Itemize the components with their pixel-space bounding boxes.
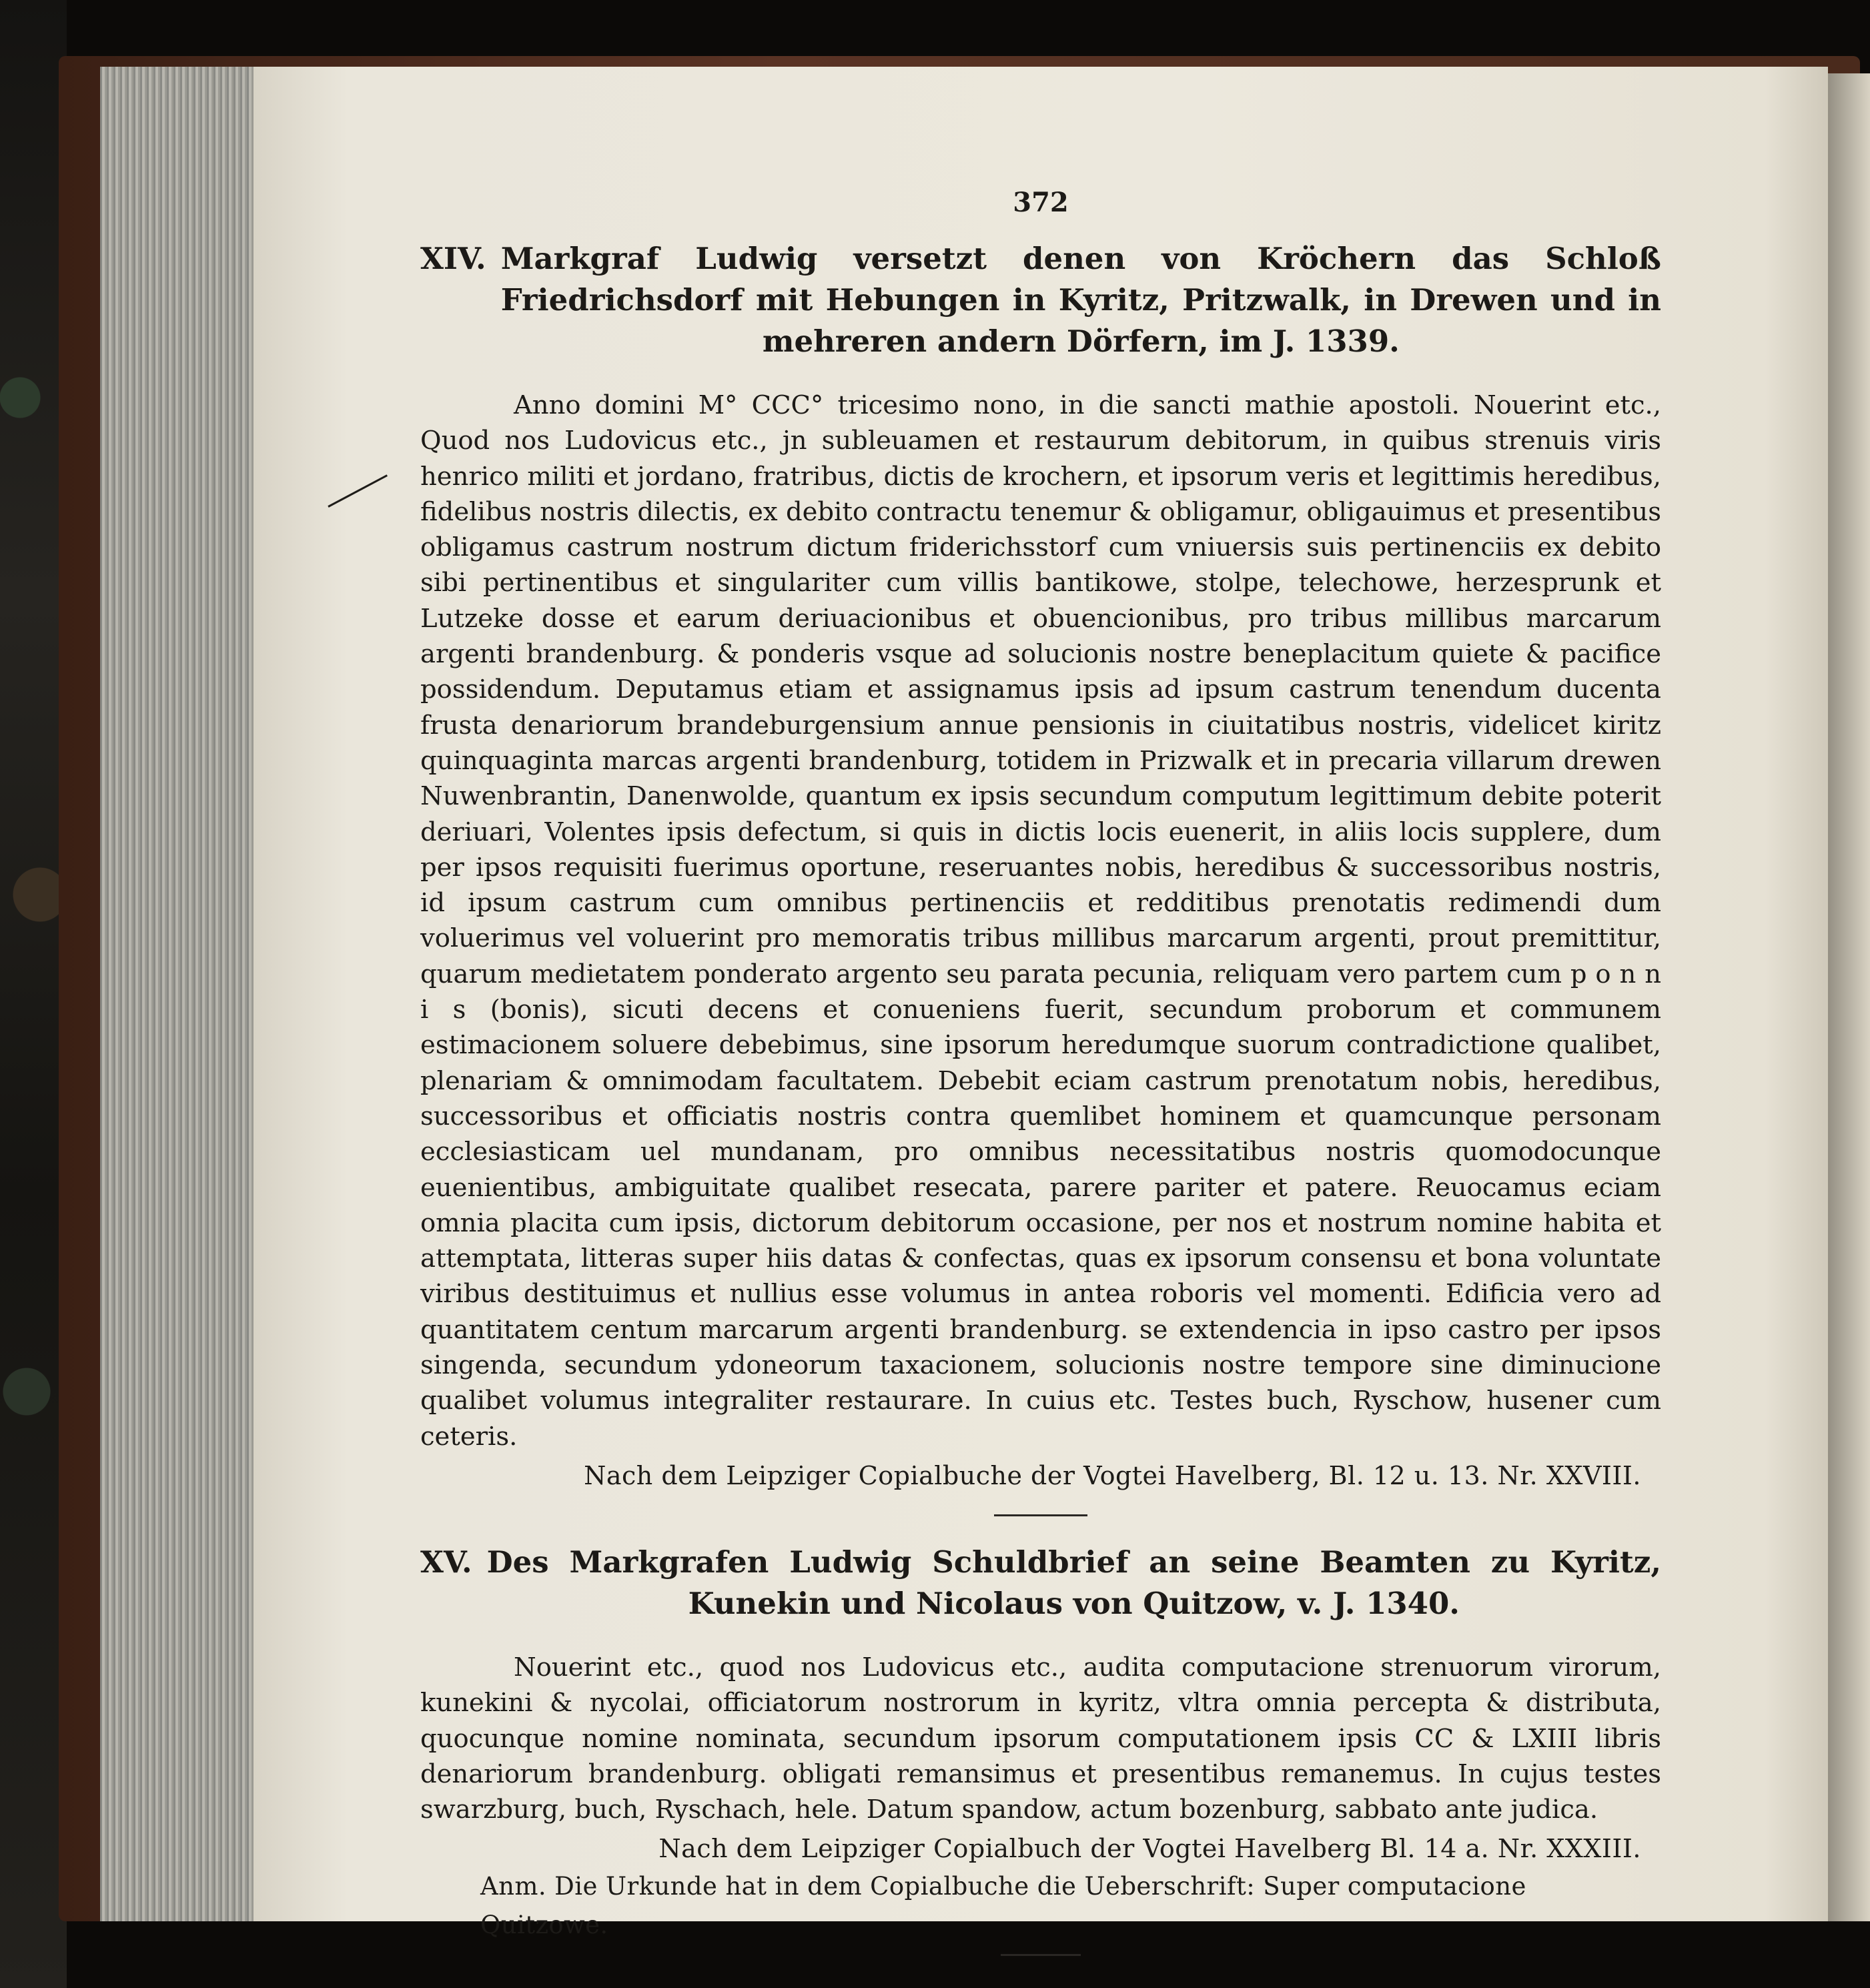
end-divider [1001, 1954, 1081, 1956]
document-body: Anno domini M° CCC° tricesimo nono, in die sancti mathie apostoli. Nouerint etc., Quod nos Ludovicus etc., jn subleuamen et restaurum debitorum, in quibus strenuis viris henrico militi et jordano, fratribus, dictis de krochern, et ipsorum veris et legittimis heredibus, fidelibus nostris dilectis, ex debito contractu tenemur & obligamur, obligauimus et presentibus obligamus castrum nostrum dictum friderichsstorf cum vniuersis suis pertinenciis ex debito sibi pertinentibus et singulariter cum villis bantikowe, stolpe, telechowe, herzesprunk et Lutzeke dosse et earum deriuacionibus et obuencionibus, pro tribus millibus marcarum argenti brandenburg. & ponderis vsque ad solucionis nostre beneplacitum quiete & pacifice possidendum. Deputamus etiam et assignamus ipsis ad ipsum castrum tenendum ducenta frusta denariorum brandeburgensium annue pensionis in ciuitatibus nostris, videlicet kiritz quinquaginta marcas argenti brandenburg, totidem in Prizwalk et in precaria villarum drewen Nuwenbrantin, Danenwolde, quantum ex ipsis secundum computum legittimum debite poterit deriuari, Volentes ipsis defectum, si quis in dictis locis euenerit, in aliis locis supplere, dum per ipsos requisiti fuerimus oportune, reseruantes nobis, heredibus & successoribus nostris, id ipsum castrum cum omnibus pertinenciis et redditibus prenotatis redimendi dum voluerimus vel voluerint pro memoratis tribus millibus marcarum argenti, prout premittitur, quarum medietatem ponderato argento seu parata pecunia, reliquam vero partem cum p o n n i s (bonis), sicuti decens et conueniens fuerit, secundum proborum et communem estimacionem soluere debebimus, sine ipsorum heredumque suorum contradictione qualibet, plenariam & omnimodam facultatem. Debebit eciam castrum prenotatum nobis, heredibus, successoribus et officiatis nostris contra quemlibet hominem et quamcunque personam ecclesiasticam uel mundanam, pro omnibus necessitatibus nostris quomodocunque euenientibus, ambiguitate qualibet resecata, parere pariter et patere. Reuocamus eciam omnia placita cum ipsis, dictorum debitorum occasione, per nos et nostrum nomine habita et attemptata, litteras super hiis datas & confectas, quas ex ipsorum consensu et bona voluntate viribus destituimus et nullius esse volumus in antea roboris vel momenti. Edificia vero ad quantitatem centum marcarum argenti brandenburg. se extendencia in ipso castro per ipsos singenda, secundum ydoneorum taxacionem, solucionis nostre tempore sine diminucione qualibet volumus integraliter restaurare. In cuius etc. Testes buch, Ryschow, husener cum ceteris. [420, 390, 1661, 1452]
document-body: Nouerint etc., quod nos Ludovicus etc., audita computacione strenuorum virorum, kunekini & nycolai, officiatorum nostrorum in kyritz, vltra omnia percepta & distributa, quocunque nomine nominata, secundum ipsorum computationem ipsis CC & LXIII libris denariorum brandenburg. obligati remansimus et presentibus remanemus. In cujus testes swarzburg, buch, Ryschach, hele. Datum spandow, actum bozenburg, sabbato ante judica. [420, 1652, 1661, 1825]
document-title: Des Markgrafen Ludwig Schuldbrief an seine Beamten zu Kyritz, Kunekin und Nicolaus von Quitzow, v. J. 1340. [486, 1544, 1661, 1621]
page-content [420, 187, 1661, 1981]
source-citation: Nach dem Leipziger Copialbuche der Vogtei Havelberg, Bl. 12 u. 13. Nr. XXVIII. [584, 1460, 1641, 1490]
document-title: Markgraf Ludwig versetzt denen von Kröchern das Schloß Friedrichsdorf mit Hebungen in Kyritz, Pritzwalk, in Drewen und in mehreren andern Dörfern, im J. 1339. [500, 241, 1661, 359]
facing-page-edge [1825, 73, 1870, 1921]
marbled-endpaper [0, 0, 67, 1988]
source-citation: Nach dem Leipziger Copialbuch der Vogtei Havelberg Bl. 14 a. Nr. XXXIII. [658, 1834, 1641, 1864]
document-heading [420, 1542, 1661, 1624]
document-numeral: XV. [420, 1544, 472, 1580]
page-number: 372 [1013, 187, 1069, 218]
document-xv [420, 1542, 1661, 1945]
section-divider [994, 1514, 1087, 1516]
document-heading [420, 238, 1661, 362]
document-xiv [420, 238, 1661, 1494]
page-edges [100, 67, 260, 1921]
document-numeral: XIV. [420, 241, 486, 276]
editorial-note: Anm. Die Urkunde hat in dem Copialbuche die Ueberschrift: Super computacione Quitzowe. [480, 1872, 1526, 1940]
